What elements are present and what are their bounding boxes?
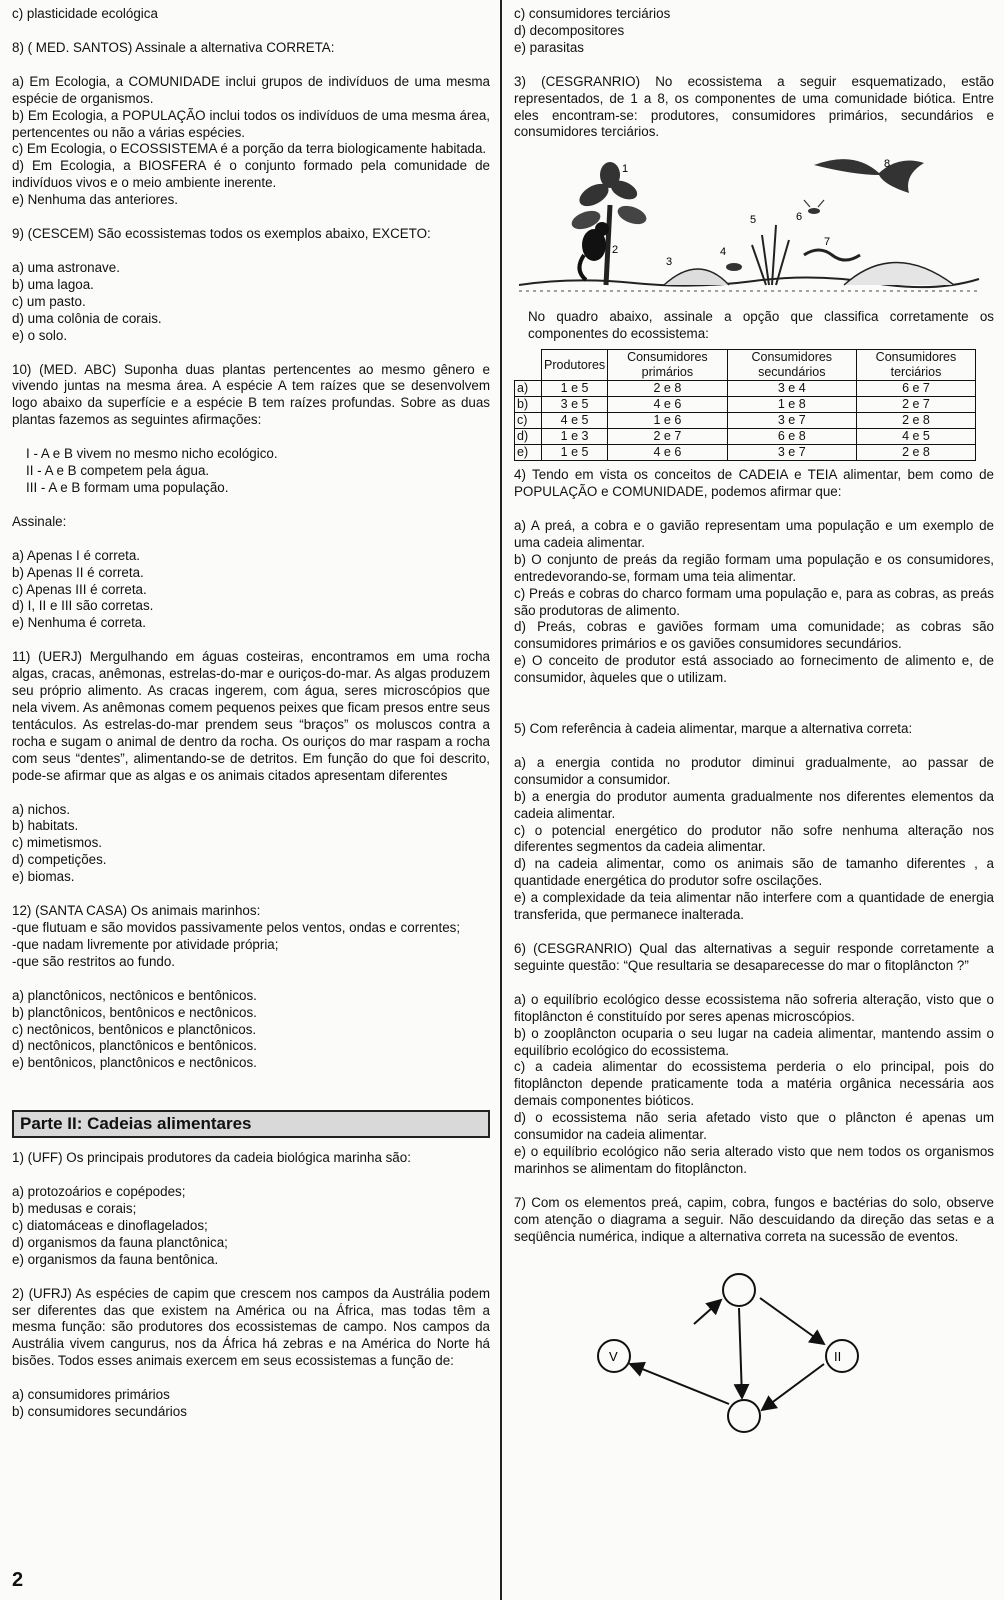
text-paragraph: a) a energia contida no produtor diminui gradualmente, ao passar de consumidor a consumidor.	[514, 754, 994, 787]
text-paragraph: b) a energia do produtor aumenta gradualmente nos diferentes elementos da cadeia alimentar.	[514, 788, 994, 821]
text-paragraph: d) na cadeia alimentar, como os animais são de tamanho diferentes , a quantidade energética do produtor sofre oscilações.	[514, 856, 994, 889]
spacer	[12, 429, 490, 446]
text-paragraph: 8) ( MED. SANTOS) Assinale a alternativa CORRETA:	[12, 39, 335, 55]
table-cell: 1 e 6	[608, 413, 727, 429]
table-row	[515, 445, 976, 461]
text-paragraph: b) uma lagoa.	[12, 276, 94, 292]
node-right-label: II	[834, 1348, 842, 1364]
text-paragraph: 12) (SANTA CASA) Os animais marinhos:	[12, 903, 261, 919]
figure-label-4: 4	[720, 246, 727, 259]
text-paragraph: d) Preás, cobras e gaviões formam uma comunidade; as cobras são consumidores primários e os gaviões consumidores secundários.	[514, 619, 994, 652]
spacer	[12, 1167, 490, 1184]
left-column	[12, 6, 490, 1421]
text-paragraph: b) medusas e corais;	[12, 1201, 137, 1217]
text-paragraph: b) planctônicos, bentônicos e nectônicos.	[12, 1004, 257, 1020]
classification-table	[514, 349, 976, 461]
text-paragraph: c) consumidores terciários	[514, 6, 671, 21]
text-paragraph: 10) (MED. ABC) Suponha duas plantas pertencentes ao mesmo gênero e vivendo juntas na mesma área. A espécie A tem raízes que se desenvolvem logo abaixo da superfície e a espécie B tem raízes profundas. Sobre as duas plantas fazemos as seguintes afirmações:	[12, 361, 490, 428]
text-paragraph: III - A e B formam uma população.	[26, 479, 229, 495]
text-paragraph: c) nectônicos, bentônicos e planctônicos.	[12, 1021, 257, 1037]
text-paragraph: Assinale:	[12, 513, 67, 529]
spacer	[12, 785, 490, 802]
spacer	[12, 209, 490, 226]
spacer	[12, 971, 490, 988]
table-cell: 3 e 7	[727, 445, 856, 461]
text-paragraph: a) planctônicos, nectônicos e bentônicos.	[12, 987, 257, 1003]
text-paragraph: 1) (UFF) Os principais produtores da cadeia biológica marinha são:	[12, 1150, 411, 1166]
spacer	[12, 23, 490, 40]
spacer	[514, 1178, 994, 1195]
table-header-row	[515, 350, 976, 381]
spacer	[12, 1269, 490, 1286]
text-paragraph: 7) Com os elementos preá, capim, cobra, fungos e bactérias do solo, observe com atenção o diagrama a seguir. Não descuidando da direção das setas e a seqüência numérica, indique a alternativa correta na sucessão de eventos.	[514, 1194, 994, 1244]
option-letter: a)	[515, 381, 542, 397]
food-web-diagram	[574, 1264, 904, 1436]
spacer	[514, 924, 994, 941]
figure-label-3: 3	[666, 256, 673, 269]
text-paragraph: d) organismos da fauna planctônica;	[12, 1234, 228, 1250]
table-cell: 3 e 5	[542, 397, 608, 413]
table-cell: 6 e 7	[856, 381, 975, 397]
node-right	[826, 1340, 858, 1372]
question-3-intro	[514, 6, 994, 141]
text-paragraph: No quadro abaixo, assinale a opção que classifica corretamente os componentes do ecossistema:	[528, 309, 994, 342]
table-row	[515, 381, 976, 397]
figure-label-5: 5	[750, 214, 757, 227]
option-letter: b)	[515, 397, 542, 413]
text-paragraph: d) I, II e III são corretas.	[12, 598, 154, 614]
table-row	[515, 429, 976, 445]
text-paragraph: I - A e B vivem no mesmo nicho ecológico.	[26, 446, 278, 462]
table-cell: 4 e 6	[608, 397, 727, 413]
text-paragraph: a) A preá, a cobra e o gavião representam uma população e um exemplo de uma cadeia alimentar.	[514, 517, 994, 550]
spacer	[12, 57, 490, 74]
spacer	[514, 704, 994, 721]
table-cell: 4 e 6	[608, 445, 727, 461]
text-paragraph: e) organismos da fauna bentônica.	[12, 1251, 219, 1267]
spacer	[514, 975, 994, 992]
table-row	[515, 397, 976, 413]
figure-label-1: 1	[622, 163, 629, 176]
text-paragraph: b) Apenas II é correta.	[12, 564, 144, 580]
text-paragraph: c) a cadeia alimentar do ecossistema perderia o elo principal, pois do fitoplâncton depende praticamente toda a matéria orgânica necessária aos demais componentes bióticos.	[514, 1059, 994, 1109]
table-cell: 1 e 5	[542, 445, 608, 461]
text-paragraph: c) Apenas III é correta.	[12, 581, 147, 597]
node-left-label: V	[609, 1348, 618, 1364]
text-paragraph: e) O conceito de produtor está associado ao fornecimento de alimento e, de consumidor, àqueles que o utilizam.	[514, 653, 994, 686]
text-paragraph: c) diatomáceas e dinoflagelados;	[12, 1217, 208, 1233]
text-paragraph: -que são restritos ao fundo.	[12, 953, 176, 969]
text-paragraph: -que nadam livremente por atividade própria;	[12, 936, 279, 952]
spacer	[514, 687, 994, 704]
table-cell: 2 e 7	[608, 429, 727, 445]
text-paragraph: a) Em Ecologia, a COMUNIDADE inclui grupos de indivíduos de uma mesma espécie de organismos.	[12, 73, 490, 106]
text-paragraph: e) a complexidade da teia alimentar não interfere com a quantidade de energia transferida, que permanece inalterada.	[514, 890, 994, 923]
spacer	[12, 531, 490, 548]
page-number: 2	[12, 1569, 24, 1591]
figure-label-6: 6	[796, 211, 803, 224]
text-paragraph: a) Apenas I é correta.	[12, 547, 141, 563]
text-paragraph: b) Em Ecologia, a POPULAÇÃO inclui todos os indivíduos de uma mesma área, pertencentes ou não a várias espécies.	[12, 107, 490, 140]
table-cell: 2 e 8	[856, 445, 975, 461]
text-paragraph: a) nichos.	[12, 801, 71, 817]
spacer	[12, 886, 490, 903]
text-paragraph: e) bentônicos, planctônicos e nectônicos.	[12, 1055, 257, 1071]
text-paragraph: 11) (UERJ) Mergulhando em águas costeiras, encontramos em uma rocha algas, cracas, anêmonas, estrelas-do-mar e ouriços-do-mar. As algas produzem seu próprio alimento. As cracas ingerem, com água, seres microscópios que nela vivem. As anêmonas comem pequenos peixes que ficam presos entre seus tentáculos. As estrelas-do-mar prendem seus “braços” os moluscos contra a rocha e sugam o animal de dentro da rocha. Os ouriços do mar raspam a rocha com seus “dentes”, alimentando-se de detritos. Em função do que foi descrito, pode-se afirmar que as algas e os animais citados apresentam diferentes	[12, 649, 490, 783]
table-cell: 2 e 8	[856, 413, 975, 429]
spacer	[12, 632, 490, 649]
spacer	[12, 1142, 490, 1150]
option-letter: e)	[515, 445, 542, 461]
text-paragraph: 4) Tendo em vista os conceitos de CADEIA e TEIA alimentar, bem como de POPULAÇÃO e COMUNIDADE, podemos afirmar que:	[514, 467, 994, 500]
table-header-cell: Consumidores secundários	[727, 350, 856, 381]
spacer	[12, 243, 490, 260]
node-bottom	[728, 1400, 760, 1432]
table-cell: 2 e 7	[856, 397, 975, 413]
text-paragraph: e) Nenhuma é correta.	[12, 615, 146, 631]
table-row	[515, 413, 976, 429]
table-cell: 3 e 7	[727, 413, 856, 429]
text-paragraph: c) o potencial energético do produtor não sofre nenhuma alteração nos diferentes segmentos da cadeia alimentar.	[514, 822, 994, 855]
text-paragraph: a) o equilíbrio ecológico desse ecossistema não sofreria alteração, visto que o fitoplâncton é constituído por seres apenas microscópios.	[514, 991, 994, 1024]
spacer	[12, 1089, 490, 1106]
text-paragraph: 3) (CESGRANRIO) No ecossistema a seguir esquematizado, estão representados, de 1 a 8, os componentes de uma comunidade biótica. Entre eles encontram-se: produtores, consumidores primários, secundários e consumidores terciários.	[514, 73, 994, 140]
text-paragraph: b) o zooplâncton ocuparia o seu lugar na cadeia alimentar, mantendo assim o equilíbrio ecológico do ecossistema.	[514, 1025, 994, 1058]
text-paragraph: a) consumidores primários	[12, 1387, 170, 1403]
text-paragraph: 2) (UFRJ) As espécies de capim que crescem nos campos da Austrália podem ser diferentes das que existem na América ou na África, mas todas têm a mesma função: são produtores dos ecossistemas de campo. Nos campos da Austrália vivem cangurus, nos da África há zebras e na América do Norte há bisões. Todos esses animais exercem em seus ecossistemas a função de:	[12, 1285, 490, 1369]
text-paragraph: a) protozoários e copépodes;	[12, 1184, 186, 1200]
table-cell: 1 e 5	[542, 381, 608, 397]
option-letter: d)	[515, 429, 542, 445]
text-paragraph: d) decompositores	[514, 22, 625, 38]
text-paragraph: 9) (CESCEM) São ecossistemas todos os exemplos abaixo, EXCETO:	[12, 226, 431, 242]
right-column	[514, 6, 994, 1436]
section-heading: Parte II: Cadeias alimentares	[12, 1110, 490, 1138]
questions-4-7	[514, 467, 994, 1245]
table-cell: 4 e 5	[542, 413, 608, 429]
spacer	[514, 738, 994, 755]
spacer	[12, 345, 490, 362]
text-paragraph: e) o equilíbrio ecológico não seria alterado visto que nem todos os organismos marinhos se alimentam do fitoplâncton.	[514, 1143, 994, 1176]
table-cell: 6 e 8	[727, 429, 856, 445]
text-paragraph: c) um pasto.	[12, 293, 86, 309]
column-divider	[500, 0, 502, 1600]
question-3-prompt	[514, 309, 994, 343]
spacer	[514, 501, 994, 518]
text-paragraph: b) habitats.	[12, 818, 79, 834]
table-header-cell: Consumidores primários	[608, 350, 727, 381]
text-paragraph: c) Preás e cobras do charco formam uma população e, para as cobras, as preás são produtoras de alimento.	[514, 585, 994, 618]
text-paragraph: d) o ecossistema não seria afetado visto que o plâncton é apenas um consumidor na cadeia alimentar.	[514, 1110, 994, 1143]
text-paragraph: b) consumidores secundários	[12, 1404, 187, 1420]
table-header-cell	[515, 350, 542, 381]
text-paragraph: -que flutuam e são movidos passivamente pelos ventos, ondas e correntes;	[12, 919, 461, 935]
text-paragraph: a) uma astronave.	[12, 259, 120, 275]
figure-label-2: 2	[612, 244, 619, 257]
text-paragraph: c) plasticidade ecológica	[12, 6, 158, 21]
text-paragraph: d) nectônicos, planctônicos e bentônicos.	[12, 1038, 257, 1054]
spacer	[12, 1072, 490, 1089]
text-paragraph: 5) Com referência à cadeia alimentar, marque a alternativa correta:	[514, 721, 913, 737]
figure-label-7: 7	[824, 236, 831, 249]
table-header-cell: Produtores	[542, 350, 608, 381]
table-cell: 1 e 8	[727, 397, 856, 413]
text-paragraph: c) mimetismos.	[12, 835, 103, 851]
text-paragraph: c) Em Ecologia, o ECOSSISTEMA é a porção da terra biologicamente habitada.	[12, 141, 487, 157]
text-paragraph: e) Nenhuma das anteriores.	[12, 192, 178, 208]
text-paragraph: d) uma colônia de corais.	[12, 310, 162, 326]
spacer	[514, 57, 994, 74]
table-cell: 1 e 3	[542, 429, 608, 445]
spacer	[12, 1370, 490, 1387]
text-paragraph: b) O conjunto de preás da região formam uma população e os consumidores, entredevorando-se, formam uma teia alimentar.	[514, 551, 994, 584]
spacer	[12, 497, 490, 514]
text-paragraph: e) biomas.	[12, 869, 75, 885]
table-cell: 3 e 4	[727, 381, 856, 397]
text-paragraph: d) competições.	[12, 852, 107, 868]
text-paragraph: e) o solo.	[12, 327, 68, 343]
text-paragraph: II - A e B competem pela água.	[26, 463, 210, 479]
figure-label-8: 8	[884, 158, 891, 171]
ecosystem-illustration	[514, 145, 984, 305]
node-top	[723, 1274, 755, 1306]
table-cell: 2 e 8	[608, 381, 727, 397]
text-paragraph: d) Em Ecologia, a BIOSFERA é o conjunto formado pela comunidade de indivíduos vivos e o meio ambiente inerente.	[12, 158, 490, 191]
table-cell: 4 e 5	[856, 429, 975, 445]
table-header-cell: Consumidores terciários	[856, 350, 975, 381]
text-paragraph: 6) (CESGRANRIO) Qual das alternativas a seguir responde corretamente a seguinte questão: “Que resultaria se desaparecesse do mar o fitoplâncton ?”	[514, 941, 994, 973]
option-letter: c)	[515, 413, 542, 429]
text-paragraph: e) parasitas	[514, 39, 584, 55]
